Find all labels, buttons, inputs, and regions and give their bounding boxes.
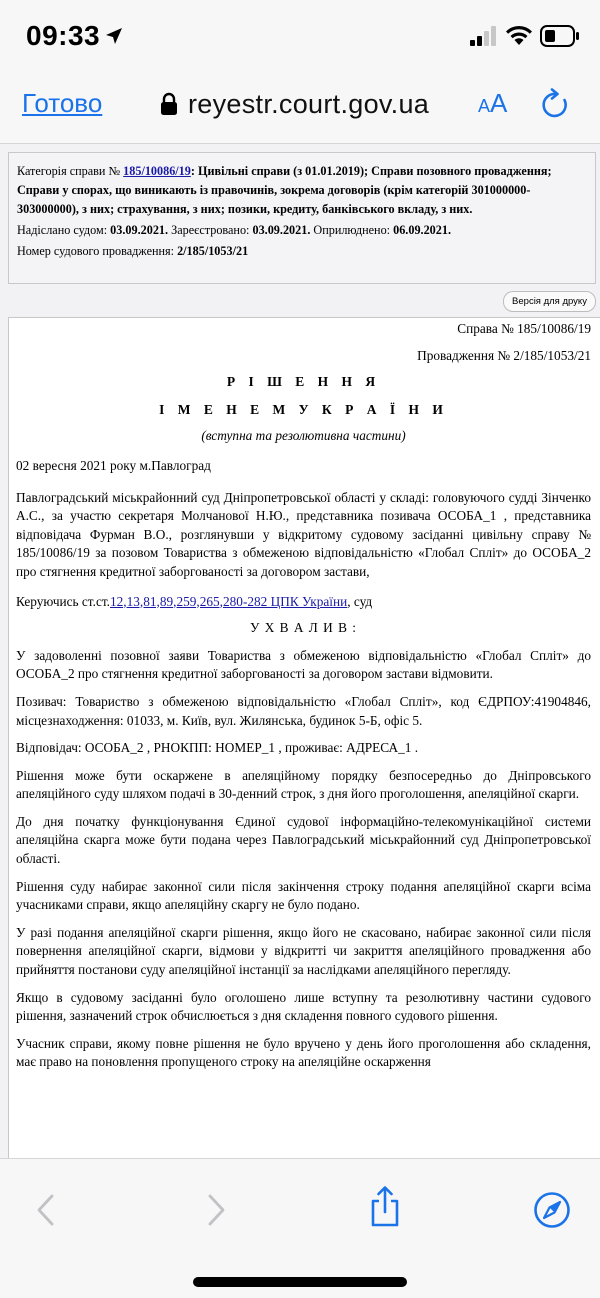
case-category: Категорія справи № 185/10086/19: Цивільні справи (з 01.01.2019); Справи позовного провадження; Справи у спорах, що виникають із правочинів, зокрема договорів (крім категорій 301000000-303000000), з них; страхування, з них; позики, кредиту, банківського вкладу, з них. (17, 164, 552, 216)
back-chevron-icon[interactable] (34, 1193, 56, 1227)
web-content[interactable] (0, 145, 600, 1158)
compass-icon[interactable] (533, 1191, 571, 1229)
doc-paragraph-6: Рішення суду набирає законної сили після закінчення строку подання апеляційної скарги всіма учасниками справи, якщо апеляційну скаргу не було подано. (16, 878, 591, 913)
doc-title-country: І М Е Н Е М У К Р А Ї Н И (159, 401, 448, 417)
browser-toolbar (0, 1158, 600, 1298)
case-dates: Надіслано судом: 03.09.2021. Зареєстровано: 03.09.2021. Оприлюднено: 06.09.2021. (17, 223, 451, 237)
doc-subtitle: (вступна та резолютивна частини) (201, 428, 406, 444)
proceeding-info: Номер судового провадження: 2/185/1053/21 (17, 244, 249, 258)
share-icon[interactable] (368, 1185, 402, 1227)
reload-icon[interactable] (540, 88, 572, 122)
doc-ruled: У Х В А Л И В : (250, 620, 357, 636)
status-bar (0, 0, 600, 72)
code-articles-link[interactable]: 12,13,81,89,259,265,280-282 ЦПК України (109, 593, 348, 609)
doc-paragraph-3: Відповідач: ОСОБА_2 , РНОКПП: НОМЕР_1 , проживає: АДРЕСА_1 . (16, 740, 419, 756)
doc-guided-by: Керуючись ст.ст.12,13,81,89,259,265,280-282 ЦПК України, суд (16, 593, 373, 609)
doc-paragraph-5: До дня початку функціонування Єдиної судової інформаційно-телекомунікаційної системи апеляційна скарга може бути подана через Павлоградський міськрайонний суд Дніпропетровської області. (16, 813, 591, 867)
doc-case-number: Справа № 185/10086/19 (457, 321, 591, 336)
case-number-link[interactable]: 185/10086/19 (123, 164, 191, 178)
browser-address-bar (0, 72, 600, 144)
url-field[interactable] (160, 86, 429, 122)
proceeding-number: 2/185/1053/21 (177, 244, 249, 258)
doc-date-place: 02 вересня 2021 року м.Павлоград (16, 457, 211, 473)
lock-icon (160, 92, 178, 116)
doc-paragraph-7: У разі подання апеляційної скарги рішення, якщо його не скасовано, набирає законної сили після повернення апеляційної скарги, відмови у відкритті чи закриття апеляційного провадження або прийняття постанови суду апеляційної інстанції за наслідками апеляційного перегляду. (16, 924, 591, 978)
text-size-button[interactable] (478, 88, 507, 119)
case-category-text: : Цивільні справи (з 01.01.2019); Справи позовного провадження; Справи у спорах, що виникають із правочинів, зокрема договорів (крім категорій 301000000-303000000), з них; страхування, з них; позики, кредиту, банківського вкладу, з них. (17, 164, 552, 216)
doc-paragraph-1: У задоволенні позовної заяви Товариства з обмеженою відповідальністю «Глобал Спліт» до ОСОБА_2 про стягнення кредитної заборгованості за договором застави відмовити. (16, 647, 591, 682)
text-size-small-glyph: A (478, 96, 491, 116)
doc-proceeding-number: Провадження № 2/185/1053/21 (417, 347, 591, 363)
cellular-signal-icon (470, 26, 498, 46)
case-info-box (8, 152, 596, 284)
sent-date: 03.09.2021. (110, 223, 169, 237)
court-decision-document (8, 317, 600, 1158)
home-indicator (193, 1277, 407, 1287)
print-version-button[interactable]: Версія для друку (503, 291, 596, 312)
status-time: 09:33 (26, 20, 101, 51)
location-arrow-icon (104, 26, 124, 46)
doc-paragraph-4: Рішення може бути оскаржене в апеляційному порядку безпосередньо до Дніпровського апеляційного суду шляхом подачі в 30-денний строк, з дня його проголошення, апеляційної скарги. (16, 767, 591, 802)
url-text: reyestr.court.gov.ua (188, 88, 430, 119)
doc-paragraph-9: Учасник справи, якому повне рішення не було вручено у день його проголошення або складення, має право на поновлення пропущеного строку на апеляційне оскарження (16, 1035, 591, 1070)
doc-intro: Павлоградський міськрайонний суд Дніпропетровської області у складі: головуючого судді Зінченко А.С., за участю секретаря Молчанової Н.Ю., представника позивача ОСОБА_1 , представника відповідача Фурман В.О., розглянувши у відкритому судовому засіданні цивільну справу № 185/10086/19 за позовом Товариства з обмеженою відповідальністю «Глобал Спліт» до ОСОБА_2 про стягнення кредитної заборгованості за договором застави, (16, 489, 591, 579)
forward-chevron-icon[interactable] (206, 1193, 228, 1227)
done-button[interactable]: Готово (22, 88, 103, 118)
text-size-big-glyph: A (490, 88, 508, 118)
doc-title: Р І Ш Е Н Н Я (226, 374, 381, 390)
wifi-icon (505, 24, 533, 46)
battery-icon (540, 24, 580, 48)
doc-paragraph-8: Якщо в судовому засіданні було оголошено лише вступну та резолютивну частини судового рішення, зазначений строк обчислюється з дня складення повного судового рішення. (16, 989, 591, 1024)
registered-date: 03.09.2021. (252, 223, 311, 237)
doc-paragraph-2: Позивач: Товариство з обмеженою відповідальністю «Глобал Спліт», код ЄДРПОУ:41904846, місцезнаходження: 01033, м. Київ, вул. Жилянська, будинок 5-Б, офіс 5. (16, 693, 591, 728)
published-date: 06.09.2021. (393, 223, 451, 237)
